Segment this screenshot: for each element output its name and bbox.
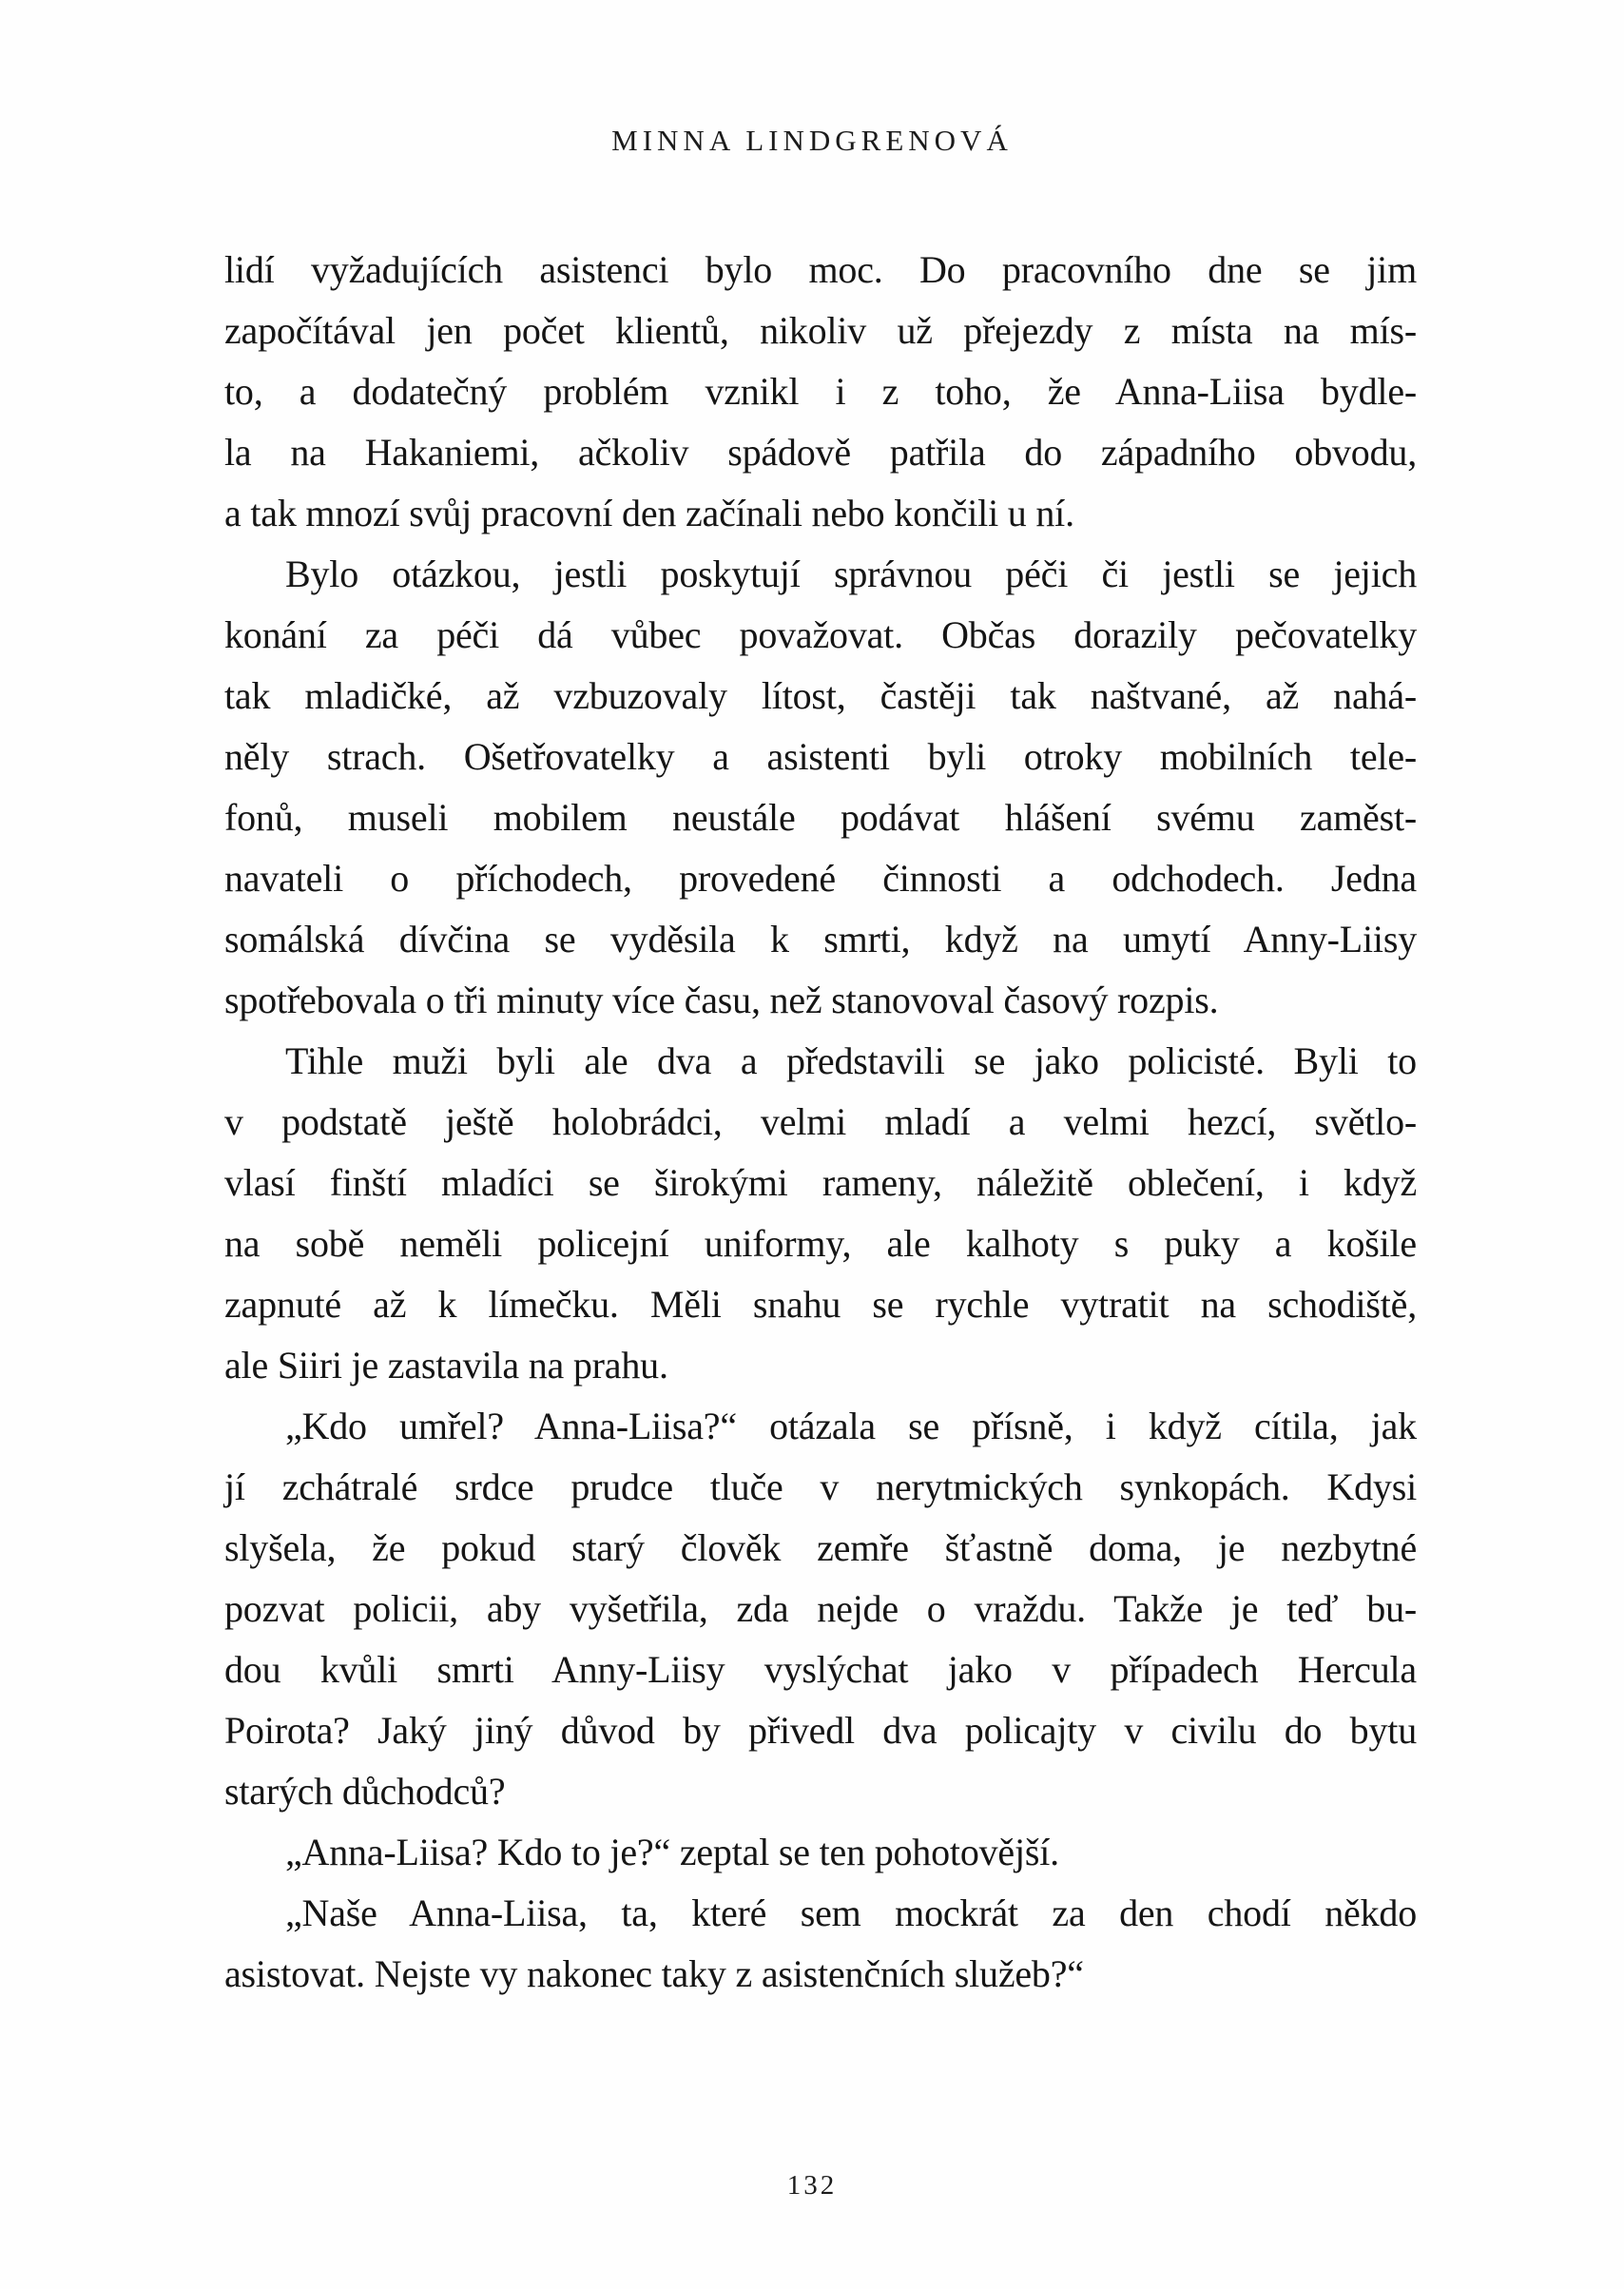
text-line: somálská dívčina se vyděsila k smrti, když na umytí Anny-Liisy xyxy=(224,918,1417,960)
text-line: něly strach. Ošetřovatelky a asistenti byli otroky mobilních tele- xyxy=(224,735,1417,778)
text-line: pozvat policii, aby vyšetřila, zda nejde o vraždu. Takže je teď bu- xyxy=(224,1587,1417,1630)
running-header: MINNA LINDGRENOVÁ xyxy=(611,124,1013,157)
text-line: konání za péči dá vůbec považovat. Občas dorazily pečovatelky xyxy=(224,613,1417,656)
text-line: slyšela, že pokud starý člověk zemře šťastně doma, je nezbytné xyxy=(224,1526,1417,1569)
text-line: la na Hakaniemi, ačkoliv spádově patřila do západního obvodu, xyxy=(224,431,1417,474)
text-line: zapnuté až k límečku. Měli snahu se rychle vytratit na schodiště, xyxy=(224,1283,1417,1326)
text-line: na sobě neměli policejní uniformy, ale kalhoty s puky a košile xyxy=(224,1222,1417,1265)
text-line: jí zchátralé srdce prudce tluče v nerytmických synkopách. Kdysi xyxy=(224,1465,1417,1508)
text-line: starých důchodců? xyxy=(224,1770,506,1813)
text-line: lidí vyžadujících asistenci bylo moc. Do pracovního dne se jim xyxy=(224,248,1417,291)
text-line: Tihle muži byli ale dva a představili se jako policisté. Byli to xyxy=(285,1039,1417,1082)
text-line: a tak mnozí svůj pracovní den začínali nebo končili u ní. xyxy=(224,492,1074,534)
body-text xyxy=(224,240,1417,2005)
page-number: 132 xyxy=(786,2170,838,2201)
text-line: spotřebovala o tři minuty více času, než stanovoval časový rozpis. xyxy=(224,979,1219,1021)
text-line: navateli o příchodech, provedené činnosti a odchodech. Jedna xyxy=(224,857,1417,900)
text-line: fonů, museli mobilem neustále podávat hlášení svému zaměst- xyxy=(224,796,1417,839)
text-line: ale Siiri je zastavila na prahu. xyxy=(224,1344,668,1387)
text-line: to, a dodatečný problém vznikl i z toho, že Anna-Liisa bydle- xyxy=(224,370,1417,413)
text-line: Bylo otázkou, jestli poskytují správnou péči či jestli se jejich xyxy=(285,553,1417,595)
text-line: asistovat. Nejste vy nakonec taky z asistenčních služeb?“ xyxy=(224,1952,1084,1995)
text-line: započítával jen počet klientů, nikoliv už přejezdy z místa na mís- xyxy=(224,309,1417,352)
text-line: Poirota? Jaký jiný důvod by přivedl dva policajty v civilu do bytu xyxy=(224,1709,1417,1752)
text-line: tak mladičké, až vzbuzovaly lítost, častěji tak naštvané, až nahá- xyxy=(224,674,1417,717)
text-line: „Naše Anna-Liisa, ta, které sem mockrát za den chodí někdo xyxy=(285,1891,1417,1934)
text-line: dou kvůli smrti Anny-Liisy vyslýchat jako v případech Hercula xyxy=(224,1648,1417,1691)
text-line: v podstatě ještě holobrádci, velmi mladí a velmi hezcí, světlo- xyxy=(224,1100,1417,1143)
text-line: vlasí finští mladíci se širokými rameny, náležitě oblečení, i když xyxy=(224,1161,1417,1204)
text-line: „Anna-Liisa? Kdo to je?“ zeptal se ten pohotovější. xyxy=(285,1831,1059,1873)
text-line: „Kdo umřel? Anna-Liisa?“ otázala se přísně, i když cítila, jak xyxy=(285,1405,1417,1447)
